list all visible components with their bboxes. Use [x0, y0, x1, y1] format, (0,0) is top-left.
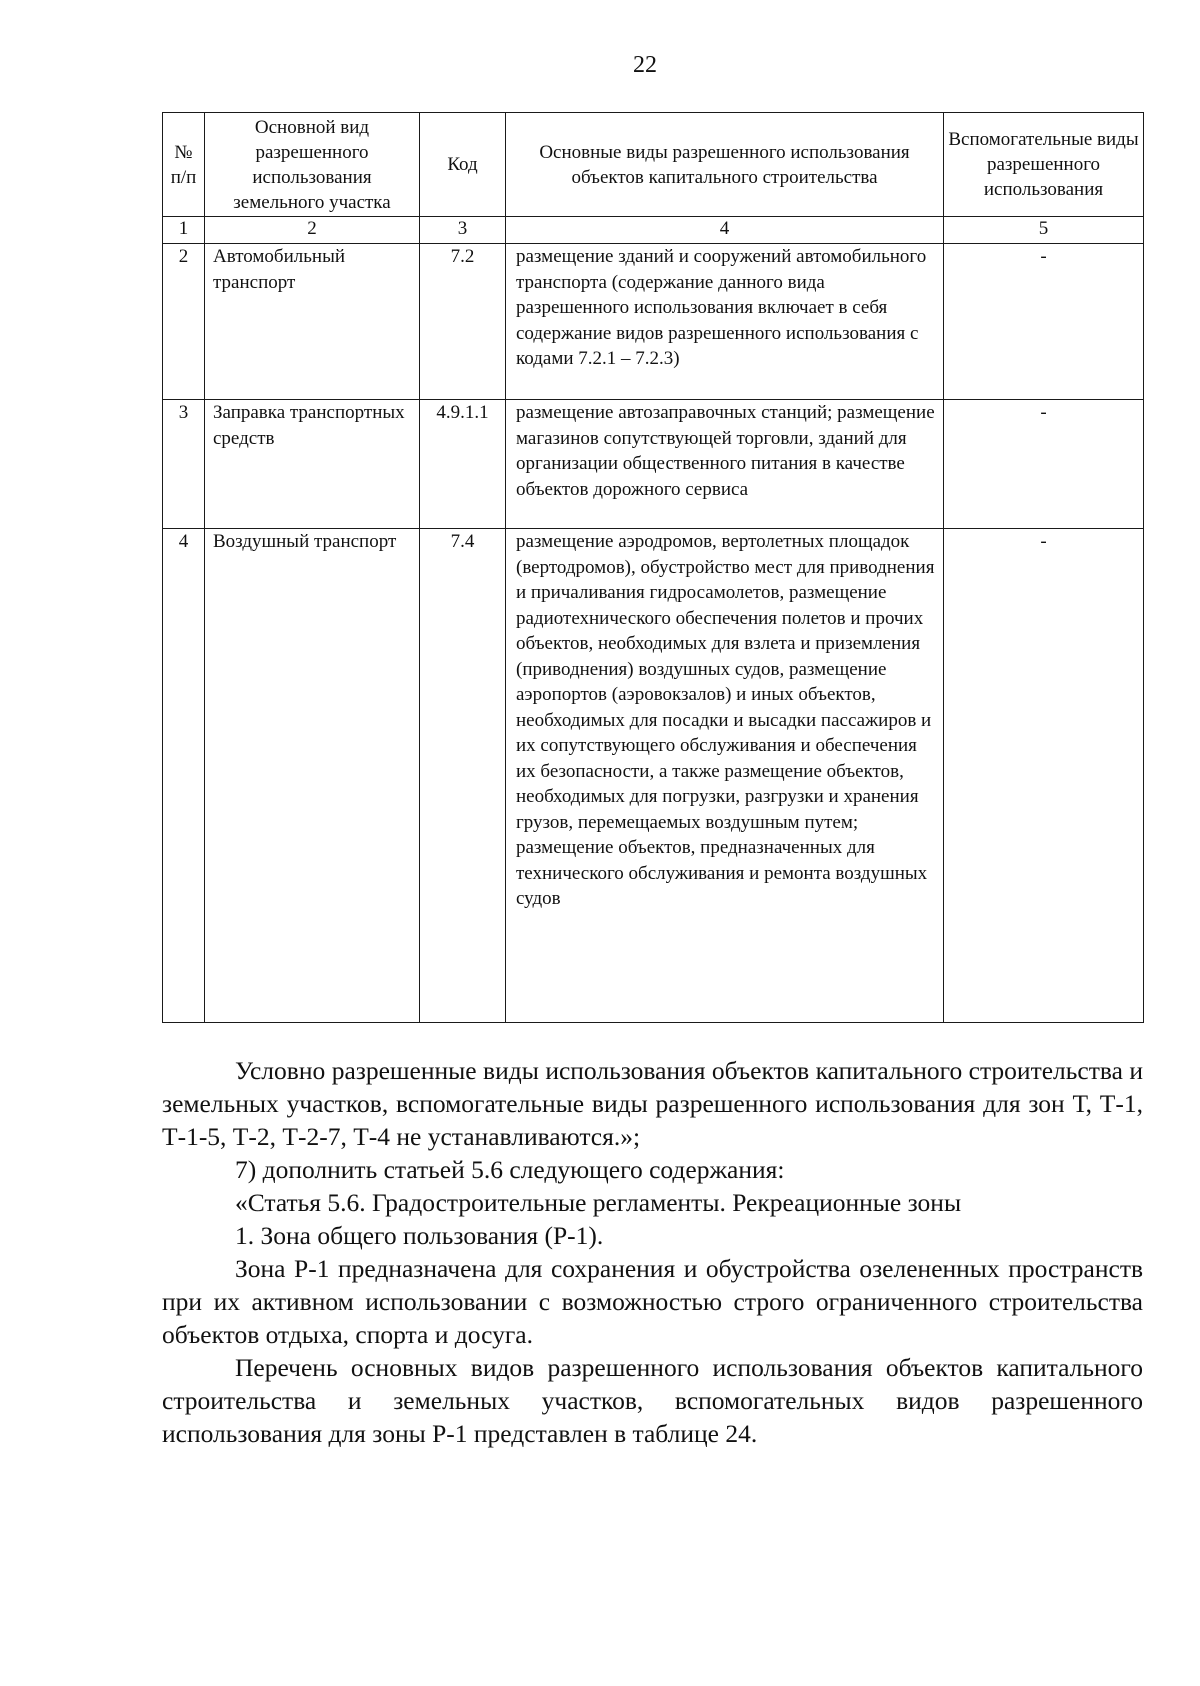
row-use-name: Автомобильный транспорт	[205, 244, 420, 400]
column-number: 1	[163, 217, 205, 244]
row-description: размещение автозаправочных станций; размещение магазинов сопутствующей торговли, зданий для организации общественного питания в качестве объектов дорожного сервиса	[506, 400, 944, 529]
row-description: размещение аэродромов, вертолетных площадок (вертодромов), обустройство мест для приводнения и причаливания гидросамолетов, размещение радиотехнического обеспечения полетов и прочих объектов, необходимых для взлета и приземления (приводнения) воздушных судов, размещение аэропортов (аэровокзалов) и иных объектов, необходимых для посадки и высадки пассажиров и их сопутствующего обслуживания и обеспечения их безопасности, а также размещение объектов, необходимых для погрузки, разгрузки и хранения грузов, перемещаемых воздушным путем; размещение объектов, предназначенных для технического обслуживания и ремонта воздушных судов	[506, 529, 944, 1023]
column-number: 2	[205, 217, 420, 244]
row-auxiliary: -	[944, 529, 1144, 1023]
table-row	[163, 529, 1144, 1023]
row-num: 2	[163, 244, 205, 400]
paragraph: Зона Р-1 предназначена для сохранения и обустройства озелененных пространств при их активном использовании с возможностью строго ограниченного строительства объектов отдыха, спорта и досуга.	[162, 1254, 1143, 1349]
land-use-table	[162, 112, 1144, 1023]
row-code: 7.2	[420, 244, 506, 400]
column-number-row	[163, 217, 1144, 244]
row-use-name: Заправка транспортных средств	[205, 400, 420, 529]
page-number: 22	[633, 52, 657, 78]
row-description: размещение зданий и сооружений автомобильного транспорта (содержание данного вида разрешенного использования включает в себя содержание видов разрешенного использования с кодами 7.2.1 – 7.2.3)	[506, 244, 944, 400]
row-code: 4.9.1.1	[420, 400, 506, 529]
row-num: 3	[163, 400, 205, 529]
paragraph: 7) дополнить статьей 5.6 следующего содержания:	[235, 1155, 785, 1184]
column-number: 4	[506, 217, 944, 244]
table-row	[163, 244, 1144, 400]
header-capital-use: Основные виды разрешенного использования объектов капитального строительства	[506, 113, 944, 217]
paragraph: 1. Зона общего пользования (Р-1).	[235, 1221, 604, 1250]
header-auxiliary: Вспомогательные виды разрешенного использования	[944, 113, 1144, 217]
row-num: 4	[163, 529, 205, 1023]
row-code: 7.4	[420, 529, 506, 1023]
row-auxiliary: -	[944, 400, 1144, 529]
body-text	[162, 1054, 1143, 1450]
column-number: 5	[944, 217, 1144, 244]
table-header-row	[163, 113, 1144, 217]
column-number: 3	[420, 217, 506, 244]
header-main-use: Основной вид разрешенного использования земельного участка	[205, 113, 420, 217]
paragraph: Перечень основных видов разрешенного использования объектов капитального строительства и земельных участков, вспомогательных видов разрешенного использования для зоны Р-1 представлен в таблице 24.	[162, 1353, 1143, 1448]
paragraph: Условно разрешенные виды использования объектов капитального строительства и земельных участков, вспомогательные виды разрешенного использования для зон Т, Т-1, Т-1-5, Т-2, Т-2-7, Т-4 не устанавливаются.»;	[162, 1056, 1143, 1151]
header-num: № п/п	[163, 113, 205, 217]
table-row	[163, 400, 1144, 529]
row-use-name: Воздушный транспорт	[205, 529, 420, 1023]
header-code: Код	[420, 113, 506, 217]
row-auxiliary: -	[944, 244, 1144, 400]
paragraph: «Статья 5.6. Градостроительные регламенты. Рекреационные зоны	[235, 1188, 962, 1217]
